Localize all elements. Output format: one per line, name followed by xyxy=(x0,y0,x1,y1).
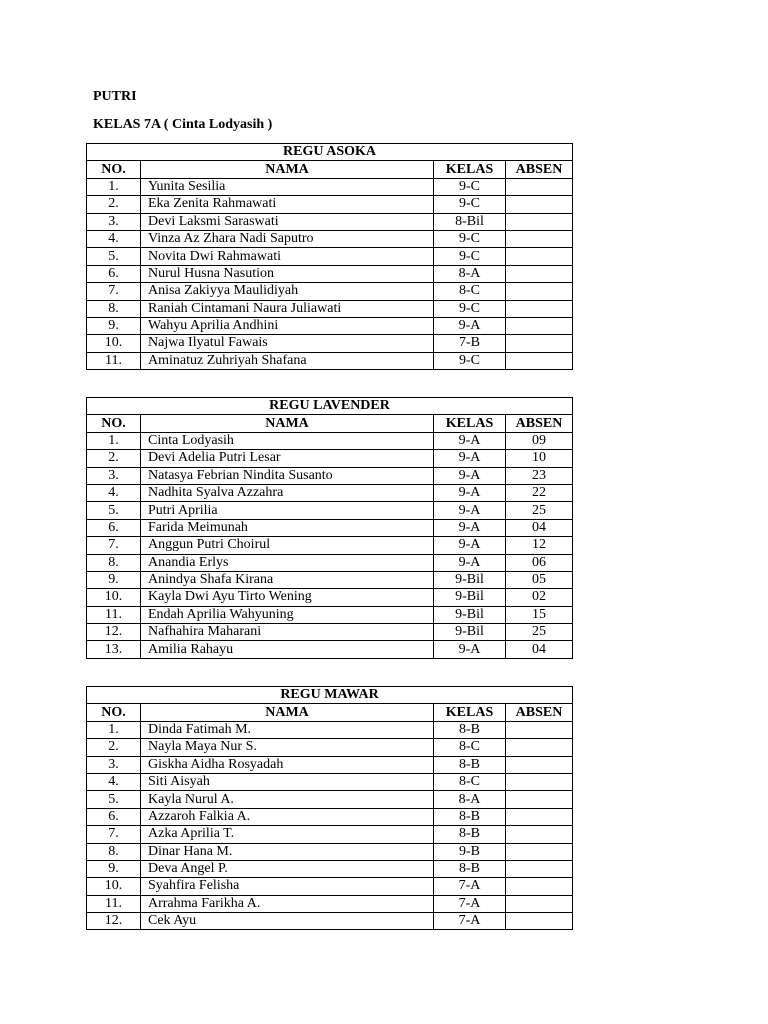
cell-nama: Cek Ayu xyxy=(141,913,434,930)
cell-no: 1. xyxy=(87,432,141,449)
cell-kelas: 7-A xyxy=(434,878,506,895)
table-row xyxy=(87,756,573,773)
cell-nama: Kayla Nurul A. xyxy=(141,791,434,808)
cell-nama: Farida Meimunah xyxy=(141,519,434,536)
cell-no: 1. xyxy=(87,178,141,195)
table-row xyxy=(87,739,573,756)
cell-no: 8. xyxy=(87,554,141,571)
cell-absen xyxy=(506,860,573,877)
cell-absen: 15 xyxy=(506,606,573,623)
cell-nama: Nadhita Syalva Azzahra xyxy=(141,484,434,501)
cell-nama: Anisa Zakiyya Maulidiyah xyxy=(141,283,434,300)
cell-nama: Anggun Putri Choirul xyxy=(141,537,434,554)
cell-absen: 10 xyxy=(506,450,573,467)
cell-kelas: 8-B xyxy=(434,756,506,773)
cell-kelas: 8-C xyxy=(434,773,506,790)
table-row xyxy=(87,878,573,895)
cell-nama: Eka Zenita Rahmawati xyxy=(141,196,434,213)
cell-no: 2. xyxy=(87,450,141,467)
cell-absen xyxy=(506,352,573,369)
cell-nama: Arrahma Farikha A. xyxy=(141,895,434,912)
table-row xyxy=(87,843,573,860)
cell-no: 9. xyxy=(87,571,141,588)
cell-kelas: 9-Bil xyxy=(434,589,506,606)
table-row xyxy=(87,791,573,808)
cell-no: 4. xyxy=(87,484,141,501)
header-kelas: KELAS xyxy=(434,161,506,178)
cell-kelas: 9-C xyxy=(434,196,506,213)
cell-nama: Putri Aprilia xyxy=(141,502,434,519)
table-row xyxy=(87,265,573,282)
table-row xyxy=(87,502,573,519)
cell-nama: Kayla Dwi Ayu Tirto Wening xyxy=(141,589,434,606)
cell-kelas: 8-Bil xyxy=(434,213,506,230)
cell-kelas: 7-A xyxy=(434,895,506,912)
cell-no: 12. xyxy=(87,913,141,930)
class-subtitle: KELAS 7A ( Cinta Lodyasih ) xyxy=(93,117,273,132)
cell-absen xyxy=(506,283,573,300)
cell-no: 8. xyxy=(87,300,141,317)
table-row xyxy=(87,467,573,484)
cell-kelas: 9-A xyxy=(434,554,506,571)
cell-kelas: 9-C xyxy=(434,230,506,247)
cell-kelas: 9-C xyxy=(434,352,506,369)
cell-kelas: 9-A xyxy=(434,537,506,554)
cell-no: 6. xyxy=(87,519,141,536)
cell-absen xyxy=(506,721,573,738)
cell-absen xyxy=(506,265,573,282)
cell-kelas: 8-B xyxy=(434,860,506,877)
page-title: PUTRI xyxy=(93,89,137,104)
cell-no: 2. xyxy=(87,739,141,756)
header-nama: NAMA xyxy=(141,704,434,721)
cell-no: 6. xyxy=(87,808,141,825)
header-nama: NAMA xyxy=(141,161,434,178)
table-row xyxy=(87,484,573,501)
cell-nama: Aminatuz Zuhriyah Shafana xyxy=(141,352,434,369)
cell-no: 5. xyxy=(87,791,141,808)
cell-absen xyxy=(506,843,573,860)
cell-nama: Siti Aisyah xyxy=(141,773,434,790)
cell-nama: Yunita Sesilia xyxy=(141,178,434,195)
cell-kelas: 9-A xyxy=(434,317,506,334)
regu-mawar-table xyxy=(86,686,573,930)
table-row xyxy=(87,213,573,230)
header-nama: NAMA xyxy=(141,415,434,432)
table-row xyxy=(87,606,573,623)
regu-asoka-table xyxy=(86,143,573,370)
table-title: REGU LAVENDER xyxy=(87,398,573,415)
cell-absen: 09 xyxy=(506,432,573,449)
cell-nama: Nafhahira Maharani xyxy=(141,624,434,641)
table-row xyxy=(87,773,573,790)
cell-no: 11. xyxy=(87,352,141,369)
cell-absen xyxy=(506,826,573,843)
table-row xyxy=(87,721,573,738)
cell-nama: Nurul Husna Nasution xyxy=(141,265,434,282)
cell-nama: Giskha Aidha Rosyadah xyxy=(141,756,434,773)
cell-kelas: 9-A xyxy=(434,519,506,536)
cell-kelas: 7-B xyxy=(434,335,506,352)
cell-absen: 25 xyxy=(506,502,573,519)
table-row xyxy=(87,450,573,467)
regu-lavender-table xyxy=(86,397,573,659)
header-absen: ABSEN xyxy=(506,704,573,721)
cell-absen: 05 xyxy=(506,571,573,588)
table-row xyxy=(87,808,573,825)
cell-absen xyxy=(506,773,573,790)
table-row xyxy=(87,432,573,449)
cell-absen: 12 xyxy=(506,537,573,554)
table-row xyxy=(87,178,573,195)
table-row xyxy=(87,860,573,877)
table-row xyxy=(87,317,573,334)
table-row xyxy=(87,335,573,352)
table-row xyxy=(87,519,573,536)
cell-absen: 04 xyxy=(506,641,573,658)
cell-kelas: 8-A xyxy=(434,265,506,282)
cell-nama: Nayla Maya Nur S. xyxy=(141,739,434,756)
cell-no: 3. xyxy=(87,213,141,230)
cell-nama: Endah Aprilia Wahyuning xyxy=(141,606,434,623)
cell-absen xyxy=(506,878,573,895)
cell-absen: 04 xyxy=(506,519,573,536)
cell-nama: Azzaroh Falkia A. xyxy=(141,808,434,825)
cell-kelas: 7-A xyxy=(434,913,506,930)
cell-no: 1. xyxy=(87,721,141,738)
cell-nama: Cinta Lodyasih xyxy=(141,432,434,449)
cell-no: 11. xyxy=(87,606,141,623)
cell-nama: Syahfira Felisha xyxy=(141,878,434,895)
table-row xyxy=(87,641,573,658)
cell-no: 7. xyxy=(87,537,141,554)
cell-no: 7. xyxy=(87,283,141,300)
cell-kelas: 9-A xyxy=(434,484,506,501)
table-row xyxy=(87,913,573,930)
cell-no: 4. xyxy=(87,773,141,790)
table-row xyxy=(87,895,573,912)
cell-absen xyxy=(506,213,573,230)
cell-absen: 02 xyxy=(506,589,573,606)
cell-absen: 23 xyxy=(506,467,573,484)
cell-nama: Devi Adelia Putri Lesar xyxy=(141,450,434,467)
cell-no: 12. xyxy=(87,624,141,641)
cell-absen: 25 xyxy=(506,624,573,641)
table-row xyxy=(87,624,573,641)
cell-no: 3. xyxy=(87,467,141,484)
cell-kelas: 9-Bil xyxy=(434,606,506,623)
cell-no: 9. xyxy=(87,860,141,877)
cell-nama: Dinda Fatimah M. xyxy=(141,721,434,738)
cell-nama: Vinza Az Zhara Nadi Saputro xyxy=(141,230,434,247)
cell-absen xyxy=(506,895,573,912)
header-kelas: KELAS xyxy=(434,415,506,432)
cell-kelas: 9-C xyxy=(434,178,506,195)
cell-absen xyxy=(506,756,573,773)
cell-kelas: 8-B xyxy=(434,808,506,825)
table-row xyxy=(87,826,573,843)
cell-no: 2. xyxy=(87,196,141,213)
cell-absen xyxy=(506,808,573,825)
table-row xyxy=(87,300,573,317)
cell-nama: Wahyu Aprilia Andhini xyxy=(141,317,434,334)
cell-nama: Devi Laksmi Saraswati xyxy=(141,213,434,230)
table-row xyxy=(87,352,573,369)
cell-nama: Natasya Febrian Nindita Susanto xyxy=(141,467,434,484)
table-row xyxy=(87,537,573,554)
cell-absen xyxy=(506,791,573,808)
cell-no: 11. xyxy=(87,895,141,912)
cell-no: 3. xyxy=(87,756,141,773)
cell-nama: Azka Aprilia T. xyxy=(141,826,434,843)
table-row xyxy=(87,248,573,265)
header-no: NO. xyxy=(87,161,141,178)
cell-kelas: 9-C xyxy=(434,248,506,265)
cell-no: 10. xyxy=(87,335,141,352)
cell-no: 6. xyxy=(87,265,141,282)
header-no: NO. xyxy=(87,704,141,721)
cell-nama: Novita Dwi Rahmawati xyxy=(141,248,434,265)
table-row xyxy=(87,571,573,588)
table-row xyxy=(87,283,573,300)
cell-no: 10. xyxy=(87,878,141,895)
table-title: REGU ASOKA xyxy=(87,144,573,161)
cell-no: 10. xyxy=(87,589,141,606)
cell-no: 7. xyxy=(87,826,141,843)
table-title: REGU MAWAR xyxy=(87,687,573,704)
cell-kelas: 9-A xyxy=(434,502,506,519)
cell-no: 8. xyxy=(87,843,141,860)
table-row xyxy=(87,230,573,247)
cell-nama: Deva Angel P. xyxy=(141,860,434,877)
cell-absen xyxy=(506,230,573,247)
cell-kelas: 9-B xyxy=(434,843,506,860)
cell-nama: Najwa Ilyatul Fawais xyxy=(141,335,434,352)
cell-kelas: 9-A xyxy=(434,450,506,467)
cell-nama: Anindya Shafa Kirana xyxy=(141,571,434,588)
cell-kelas: 9-A xyxy=(434,641,506,658)
cell-absen xyxy=(506,196,573,213)
cell-absen xyxy=(506,178,573,195)
cell-nama: Anandia Erlys xyxy=(141,554,434,571)
cell-nama: Raniah Cintamani Naura Juliawati xyxy=(141,300,434,317)
cell-nama: Dinar Hana M. xyxy=(141,843,434,860)
cell-kelas: 9-A xyxy=(434,467,506,484)
cell-no: 5. xyxy=(87,502,141,519)
cell-kelas: 8-C xyxy=(434,739,506,756)
cell-no: 9. xyxy=(87,317,141,334)
header-absen: ABSEN xyxy=(506,161,573,178)
header-kelas: KELAS xyxy=(434,704,506,721)
cell-absen xyxy=(506,739,573,756)
cell-absen: 22 xyxy=(506,484,573,501)
header-no: NO. xyxy=(87,415,141,432)
table-row xyxy=(87,589,573,606)
table-row xyxy=(87,554,573,571)
cell-kelas: 8-B xyxy=(434,721,506,738)
cell-kelas: 8-A xyxy=(434,791,506,808)
cell-no: 13. xyxy=(87,641,141,658)
cell-kelas: 8-C xyxy=(434,283,506,300)
cell-nama: Amilia Rahayu xyxy=(141,641,434,658)
cell-absen xyxy=(506,913,573,930)
cell-absen xyxy=(506,335,573,352)
cell-kelas: 9-C xyxy=(434,300,506,317)
cell-kelas: 9-Bil xyxy=(434,571,506,588)
cell-kelas: 9-A xyxy=(434,432,506,449)
cell-no: 4. xyxy=(87,230,141,247)
cell-absen: 06 xyxy=(506,554,573,571)
cell-no: 5. xyxy=(87,248,141,265)
table-row xyxy=(87,196,573,213)
cell-kelas: 8-B xyxy=(434,826,506,843)
cell-absen xyxy=(506,300,573,317)
header-absen: ABSEN xyxy=(506,415,573,432)
cell-absen xyxy=(506,248,573,265)
cell-kelas: 9-Bil xyxy=(434,624,506,641)
cell-absen xyxy=(506,317,573,334)
